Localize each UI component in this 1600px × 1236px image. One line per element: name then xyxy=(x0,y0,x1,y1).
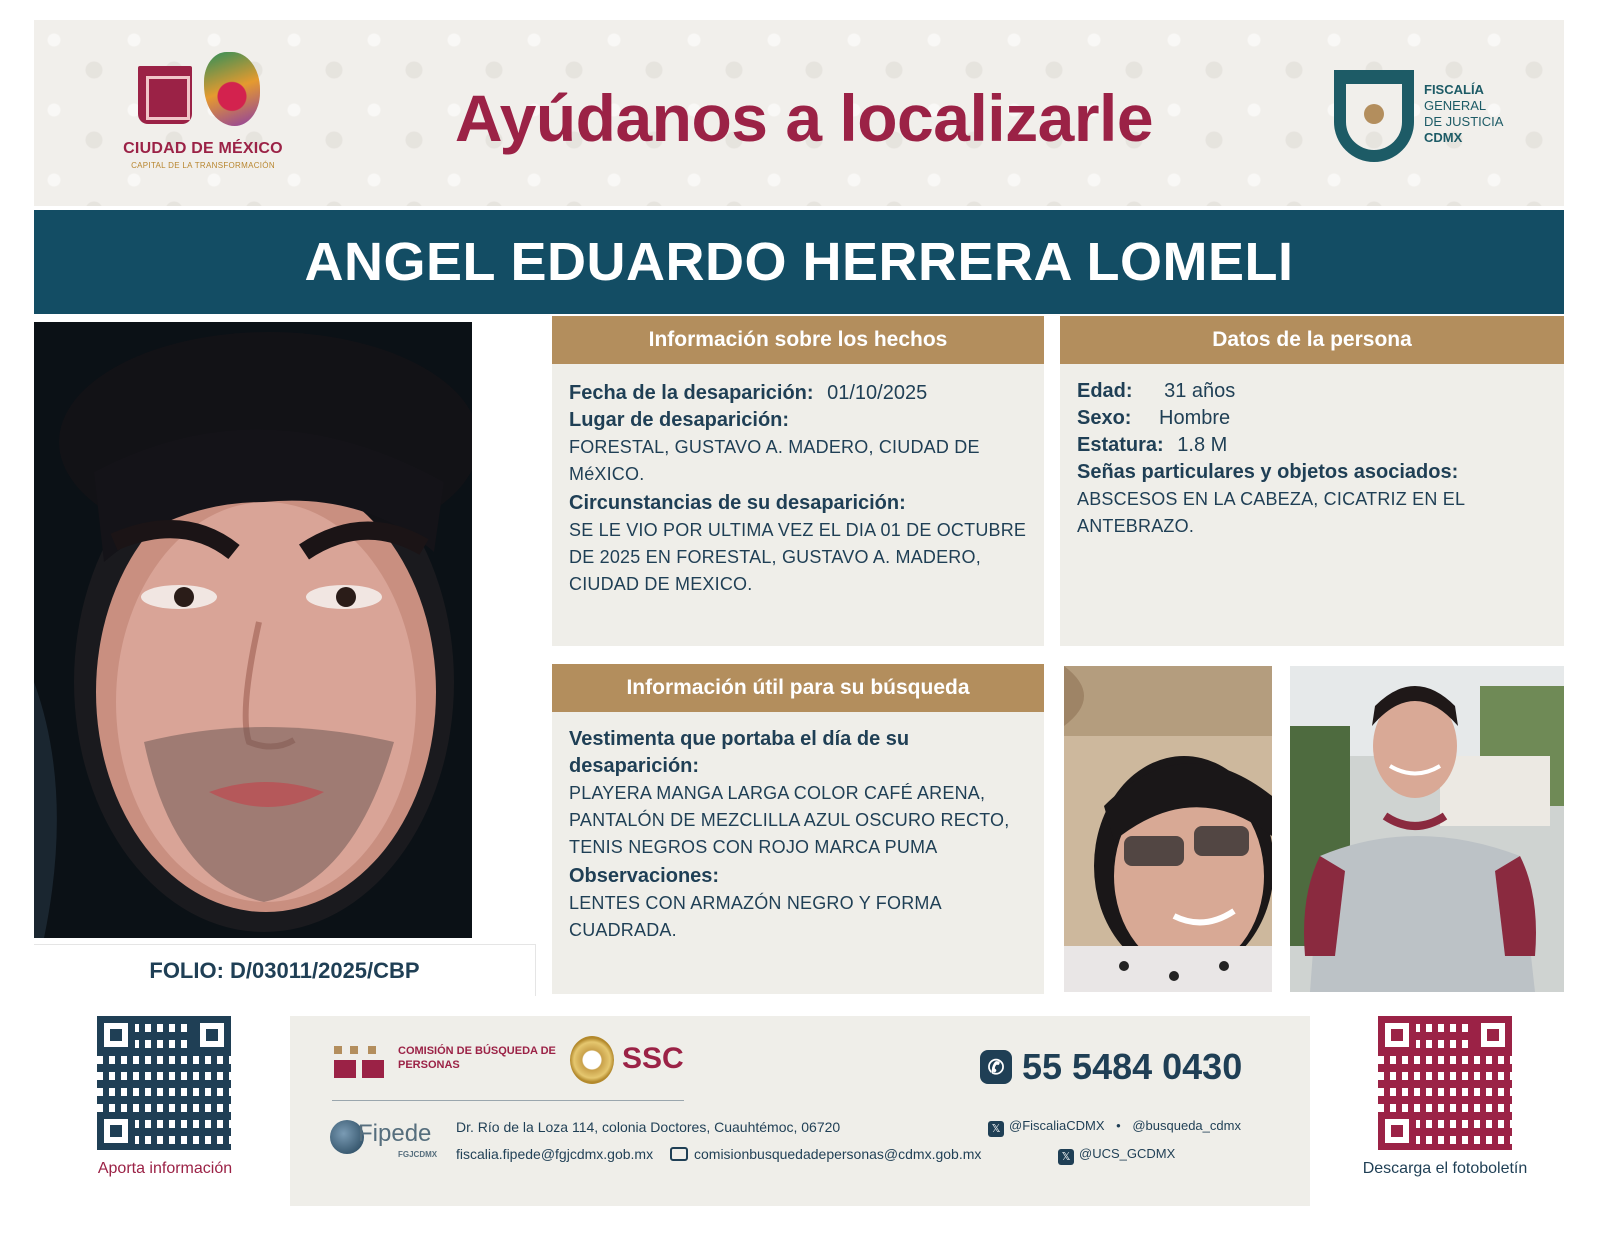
secondary-photo-1 xyxy=(1064,666,1272,992)
qr-finder xyxy=(193,1016,231,1054)
hechos-heading: Información sobre los hechos xyxy=(552,316,1044,364)
fgj-logo xyxy=(1334,70,1534,170)
sexo-value: Hombre xyxy=(1159,407,1231,429)
ssc-badge-icon xyxy=(570,1036,614,1084)
vestimenta-value: PLAYERA MANGA LARGA COLOR CAFÉ ARENA, PANTALÓN DE MEZCLILLA AZUL OSCURO RECTO, TENIS NEGROS CON ROJO MARCA PUMA xyxy=(569,783,1010,857)
circunstancias-value: SE LE VIO POR ULTIMA VEZ EL DIA 01 DE OCTUBRE DE 2025 EN FORESTAL, GUSTAVO A. MADERO, CIUDAD DE MEXICO. xyxy=(569,520,1027,594)
cdmx-name: CIUDAD DE MÉXICO xyxy=(123,140,283,157)
fgj-line-3: DE JUSTICIA xyxy=(1424,114,1504,129)
phone-row[interactable] xyxy=(980,1046,1242,1088)
hechos-card xyxy=(552,316,1044,646)
comision-logo-icon xyxy=(332,1042,390,1082)
x-account-3-row xyxy=(1058,1146,1175,1165)
x-account-3[interactable]: @UCS_GCDMX xyxy=(1079,1146,1176,1161)
vestimenta-label: Vestimenta que portaba el día de su desaparición: xyxy=(569,728,910,777)
email-comision: comisionbusquedadepersonas@cdmx.gob.mx xyxy=(694,1146,982,1162)
sexo-row xyxy=(1077,405,1548,432)
persona-heading: Datos de la persona xyxy=(1060,316,1564,364)
qr-finder xyxy=(97,1016,135,1054)
cdmx-shield-icon xyxy=(138,66,192,124)
cdmx-map-icon xyxy=(204,52,260,126)
observaciones-label: Observaciones: xyxy=(569,865,720,887)
mail-icon xyxy=(670,1147,688,1161)
fecha-value: 01/10/2025 xyxy=(827,382,928,404)
header xyxy=(34,20,1564,206)
edad-row xyxy=(1077,378,1548,405)
qr-left-caption: Aporta información xyxy=(97,1160,233,1177)
cdmx-tagline: CAPITAL DE LA TRANSFORMACIÓN xyxy=(131,161,275,170)
x-accounts-row xyxy=(988,1118,1241,1137)
folio: FOLIO: D/03011/2025/CBP xyxy=(149,957,420,983)
address: Dr. Río de la Loza 114, colonia Doctores, Cuauhtémoc, 06720 xyxy=(456,1119,841,1135)
edad-label: Edad: xyxy=(1077,380,1133,402)
email-comision-row[interactable] xyxy=(670,1146,981,1162)
x-account-2[interactable]: @busqueda_cdmx xyxy=(1132,1118,1241,1133)
observaciones-value: LENTES CON ARMAZÓN NEGRO Y FORMA CUADRADA. xyxy=(569,893,941,940)
busqueda-heading: Información útil para su búsqueda xyxy=(552,664,1044,712)
x-logo-icon: 𝕏 xyxy=(988,1121,1004,1137)
qr-code-right[interactable] xyxy=(1378,1016,1512,1150)
fecha-label: Fecha de la desaparición: xyxy=(569,382,814,404)
qr-code-left[interactable] xyxy=(97,1016,231,1150)
qr-finder xyxy=(1378,1112,1416,1150)
portrait-illustration xyxy=(34,322,472,938)
qr-finder xyxy=(1474,1016,1512,1054)
x-logo-icon: 𝕏 xyxy=(1058,1149,1074,1165)
fgj-mark-icon xyxy=(1334,70,1414,162)
page-title: Ayúdanos a localizarle xyxy=(454,81,1154,155)
edad-value: 31 años xyxy=(1164,380,1236,402)
estatura-row xyxy=(1077,432,1548,459)
busqueda-card xyxy=(552,664,1044,994)
cdmx-logo xyxy=(118,48,288,178)
photo-1-illustration xyxy=(1064,666,1272,992)
footer-divider xyxy=(332,1100,684,1101)
secondary-photo-2 xyxy=(1290,666,1564,992)
footer xyxy=(290,1016,1310,1206)
photo-2-illustration xyxy=(1290,666,1564,992)
fgj-line-2: GENERAL xyxy=(1424,98,1487,113)
circunstancias-label: Circunstancias de su desaparición: xyxy=(569,492,906,514)
main-photo xyxy=(34,322,472,938)
fgj-text xyxy=(1424,82,1503,146)
sexo-label: Sexo: xyxy=(1077,407,1132,429)
qr-finder xyxy=(97,1112,135,1150)
estatura-value: 1.8 M xyxy=(1177,434,1228,456)
folio-box xyxy=(34,944,536,996)
phone-number: 55 5484 0430 xyxy=(1022,1046,1243,1087)
fipede-logo: Fipede xyxy=(358,1120,432,1147)
lugar-label: Lugar de desaparición: xyxy=(569,409,790,431)
lugar-value: FORESTAL, GUSTAVO A. MADERO, CIUDAD DE MéXICO. xyxy=(569,437,980,484)
fgj-line-1: FISCALÍA xyxy=(1424,82,1484,97)
person-name: ANGEL EDUARDO HERRERA LOMELI xyxy=(304,232,1294,292)
ssc-label: SSC xyxy=(622,1042,684,1075)
comision-name: COMISIÓN DE BÚSQUEDA DE PERSONAS xyxy=(398,1045,556,1071)
x-account-1[interactable]: @FiscaliaCDMX xyxy=(1009,1118,1105,1133)
phone-icon: ✆ xyxy=(980,1050,1012,1084)
persona-card xyxy=(1060,316,1564,646)
estatura-label: Estatura: xyxy=(1077,434,1164,456)
fipede-sub: FGJCDMX xyxy=(398,1150,438,1159)
email-fipede[interactable]: fiscalia.fipede@fgjcdmx.gob.mx xyxy=(456,1146,654,1162)
fecha-row xyxy=(569,380,1028,407)
qr-right-caption: Descarga el fotoboletín xyxy=(1362,1160,1528,1177)
x-separator: • xyxy=(1116,1118,1121,1133)
name-banner xyxy=(34,210,1564,314)
qr-finder xyxy=(1378,1016,1416,1054)
senas-value: ABSCESOS EN LA CABEZA, CICATRIZ EN EL ANTEBRAZO. xyxy=(1077,489,1465,536)
senas-label: Señas particulares y objetos asociados: xyxy=(1077,461,1459,483)
fgj-line-4: CDMX xyxy=(1424,130,1463,145)
